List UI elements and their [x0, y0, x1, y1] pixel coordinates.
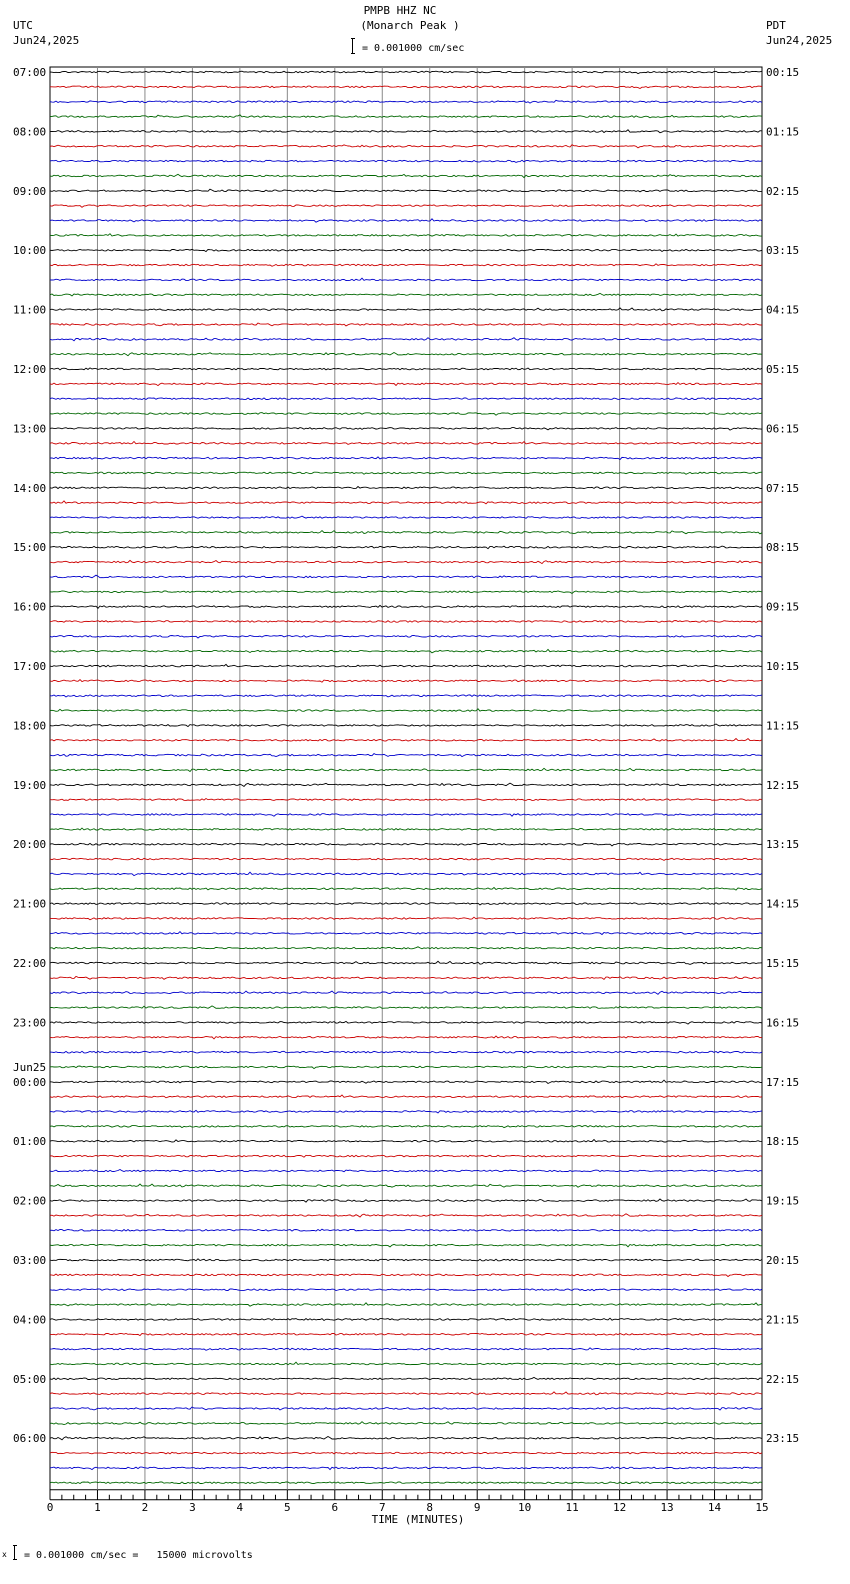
trace-line	[50, 754, 762, 757]
trace-line	[50, 932, 762, 935]
trace-line	[50, 86, 762, 88]
trace-line	[50, 961, 762, 964]
pdt-hour-label: 13:15	[766, 838, 800, 852]
trace-line	[50, 1155, 762, 1157]
trace-line	[50, 368, 762, 370]
trace-line	[50, 605, 762, 608]
trace-line	[50, 768, 762, 771]
pdt-hour-label: 07:15	[766, 481, 800, 495]
trace-line	[50, 264, 762, 267]
station-title: PMPB HHZ NC	[363, 4, 437, 17]
pdt-hour-label: 06:15	[766, 422, 800, 436]
pdt-hour-label: 02:15	[766, 184, 800, 198]
utc-hour-label: 13:00	[13, 422, 47, 436]
trace-line	[50, 976, 762, 979]
trace-line	[50, 1214, 762, 1217]
x-tick-label: 8	[426, 1500, 434, 1514]
utc-label: UTC	[13, 19, 33, 32]
trace-line	[50, 664, 762, 667]
utc-hour-label: 22:00	[13, 957, 47, 970]
x-tick-label: 2	[141, 1500, 149, 1514]
trace-line	[50, 1170, 762, 1172]
x-tick-label: 7	[378, 1500, 386, 1514]
trace-line	[50, 1080, 762, 1083]
pdt-date: Jun24,2025	[766, 34, 833, 47]
trace-line	[50, 843, 762, 846]
pdt-hour-label: 08:15	[766, 541, 800, 555]
trace-line	[50, 739, 762, 742]
trace-line	[50, 1362, 762, 1365]
trace-line	[50, 680, 762, 683]
trace-line	[50, 1110, 762, 1113]
trace-line	[50, 234, 762, 237]
x-tick-label: 6	[331, 1500, 339, 1514]
pdt-hour-label: 22:15	[766, 1372, 800, 1386]
trace-line	[50, 1095, 762, 1098]
trace-line	[50, 575, 762, 578]
trace-line	[50, 783, 762, 786]
footer-scale-bar-icon	[13, 1545, 17, 1561]
trace-line	[50, 531, 762, 534]
trace-line	[50, 591, 762, 594]
trace-line	[50, 1407, 762, 1410]
trace-line	[50, 709, 762, 712]
utc-hour-label: 01:00	[13, 1135, 47, 1149]
pdt-hour-label: 20:15	[766, 1254, 800, 1267]
footer-marker-icon: x	[2, 1550, 7, 1559]
trace-line	[50, 1229, 762, 1231]
trace-line	[50, 1289, 762, 1291]
trace-line	[50, 115, 762, 118]
trace-line	[50, 457, 762, 460]
x-tick-label: 12	[612, 1500, 627, 1514]
x-tick-label: 15	[755, 1500, 769, 1514]
trace-line	[50, 1199, 762, 1202]
trace-line	[50, 872, 762, 875]
trace-line	[50, 814, 762, 817]
x-tick-label: 5	[284, 1500, 291, 1514]
trace-line	[50, 487, 762, 489]
trace-line	[50, 383, 762, 386]
pdt-hour-label: 00:15	[766, 66, 800, 79]
utc-hour-label: 08:00	[13, 125, 47, 139]
trace-line	[50, 1184, 762, 1187]
trace-line	[50, 1334, 762, 1336]
trace-line	[50, 649, 762, 652]
trace-line	[50, 501, 762, 504]
x-tick-label: 11	[565, 1500, 579, 1514]
pdt-hour-label: 05:15	[766, 363, 800, 376]
pdt-hour-label: 04:15	[766, 303, 800, 317]
x-tick-label: 9	[473, 1500, 481, 1514]
trace-line	[50, 724, 762, 727]
utc-hour-label: 11:00	[13, 303, 47, 317]
footer-scale-note: = 0.001000 cm/sec = 15000 microvolts	[24, 1550, 253, 1561]
trace-line	[50, 1006, 762, 1008]
trace-line	[50, 160, 762, 162]
trace-line	[50, 189, 762, 192]
utc-hour-label: 06:00	[13, 1432, 47, 1446]
trace-line	[50, 1482, 762, 1484]
trace-line	[50, 398, 762, 400]
trace-line	[50, 516, 762, 518]
station-location: (Monarch Peak )	[360, 19, 460, 32]
day-change-label: Jun25	[13, 1060, 47, 1074]
pdt-hour-label: 09:15	[766, 600, 800, 614]
trace-line	[50, 903, 762, 905]
x-tick-label: 10	[518, 1500, 532, 1514]
pdt-hour-label: 15:15	[766, 957, 800, 970]
scale-label: = 0.001000 cm/sec	[362, 43, 465, 54]
pdt-hour-label: 18:15	[766, 1135, 800, 1149]
trace-line	[50, 695, 762, 697]
pdt-hour-label: 14:15	[766, 897, 800, 911]
trace-line	[50, 353, 762, 356]
trace-line	[50, 442, 762, 445]
x-tick-label: 4	[236, 1500, 244, 1514]
trace-line	[50, 130, 762, 133]
trace-line	[50, 1036, 762, 1039]
trace-line	[50, 799, 762, 801]
utc-hour-label: 05:00	[13, 1372, 47, 1386]
trace-line	[50, 413, 762, 416]
trace-line	[50, 858, 762, 860]
trace-line	[50, 278, 762, 281]
trace-line	[50, 1392, 762, 1395]
trace-line	[50, 828, 762, 830]
utc-hour-label: 16:00	[13, 600, 47, 614]
utc-hour-label: 23:00	[13, 1016, 47, 1030]
trace-line	[50, 888, 762, 891]
trace-line	[50, 1140, 762, 1143]
utc-hour-label: 15:00	[13, 541, 47, 555]
trace-line	[50, 1126, 762, 1128]
trace-line	[50, 1377, 762, 1379]
utc-hour-label: 02:00	[13, 1194, 47, 1208]
x-tick-label: 0	[46, 1500, 54, 1514]
pdt-hour-label: 16:15	[766, 1016, 800, 1030]
utc-hour-label: 10:00	[13, 244, 47, 258]
utc-date: Jun24,2025	[13, 34, 80, 47]
utc-hour-label: 12:00	[13, 363, 47, 376]
trace-line	[50, 100, 762, 103]
trace-line	[50, 1259, 762, 1261]
trace-line	[50, 219, 762, 222]
utc-hour-label: 00:00	[13, 1075, 47, 1089]
utc-hour-label: 19:00	[13, 778, 47, 792]
utc-hour-label: 09:00	[13, 184, 47, 198]
trace-line	[50, 1437, 762, 1440]
pdt-hour-label: 12:15	[766, 778, 800, 792]
trace-line	[50, 1318, 762, 1320]
pdt-hour-label: 03:15	[766, 244, 800, 258]
trace-line	[50, 428, 762, 431]
x-tick-label: 13	[660, 1500, 674, 1514]
x-axis-label: TIME (MINUTES)	[371, 1512, 465, 1526]
pdt-hour-label: 10:15	[766, 660, 800, 673]
x-tick-label: 3	[189, 1500, 196, 1514]
trace-line	[50, 1422, 762, 1425]
trace-line	[50, 1467, 762, 1470]
x-tick-label: 1	[94, 1500, 101, 1514]
trace-line	[50, 621, 762, 623]
trace-line	[50, 546, 762, 549]
trace-line	[50, 1348, 762, 1351]
trace-line	[50, 1452, 762, 1454]
trace-line	[50, 293, 762, 296]
utc-hour-label: 20:00	[13, 838, 47, 852]
utc-hour-label: 03:00	[13, 1254, 47, 1267]
utc-hour-label: 14:00	[13, 481, 47, 495]
pdt-label: PDT	[766, 19, 786, 32]
trace-line	[50, 1303, 762, 1306]
pdt-hour-label: 23:15	[766, 1432, 800, 1446]
trace-line	[50, 174, 762, 177]
trace-line	[50, 917, 762, 920]
trace-line	[50, 308, 762, 311]
utc-hour-label: 21:00	[13, 897, 47, 911]
trace-line	[50, 1066, 762, 1069]
trace-line	[50, 1274, 762, 1277]
trace-line	[50, 1021, 762, 1024]
trace-line	[50, 249, 762, 251]
trace-line	[50, 323, 762, 326]
pdt-hour-label: 11:15	[766, 719, 800, 733]
pdt-hour-label: 19:15	[766, 1194, 800, 1208]
trace-line	[50, 991, 762, 994]
pdt-hour-label: 17:15	[766, 1075, 800, 1089]
trace-line	[50, 947, 762, 949]
utc-hour-label: 17:00	[13, 660, 47, 673]
utc-hour-label: 04:00	[13, 1313, 47, 1327]
utc-hour-label: 07:00	[13, 66, 47, 79]
pdt-hour-label: 21:15	[766, 1313, 800, 1327]
utc-hour-label: 18:00	[13, 719, 47, 733]
trace-line	[50, 145, 762, 148]
trace-line	[50, 636, 762, 639]
trace-line	[50, 472, 762, 474]
trace-line	[50, 1244, 762, 1247]
pdt-hour-label: 01:15	[766, 125, 800, 139]
trace-line	[50, 1051, 762, 1053]
trace-line	[50, 71, 762, 73]
trace-line	[50, 338, 762, 341]
trace-line	[50, 205, 762, 207]
x-tick-label: 14	[707, 1500, 722, 1514]
trace-line	[50, 560, 762, 563]
